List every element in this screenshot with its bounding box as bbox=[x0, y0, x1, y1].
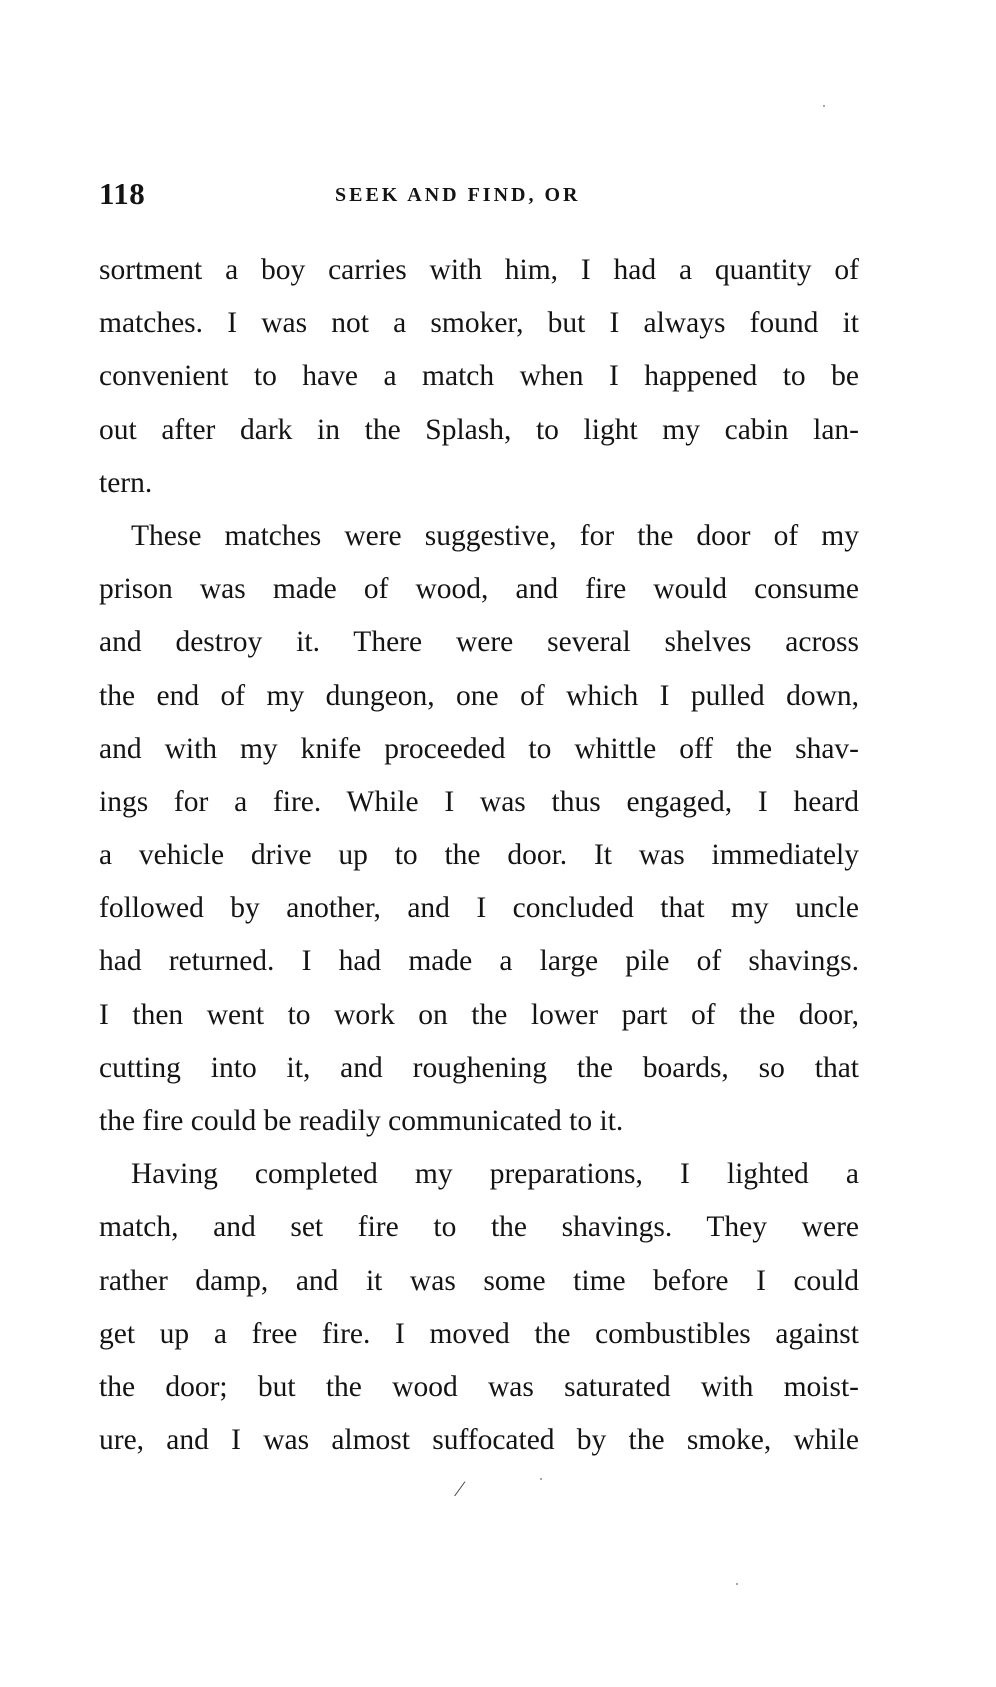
scan-speck bbox=[823, 105, 825, 107]
paragraph-start-line: Having completed my preparations, I lighted a bbox=[131, 1158, 859, 1191]
text-line: the door; but the wood was saturated with moist- bbox=[99, 1370, 859, 1403]
text-line: ings for a fire. While I was thus engaged, I heard bbox=[99, 785, 859, 818]
text-line: cutting into it, and roughening the boards, so that bbox=[99, 1051, 859, 1084]
running-head bbox=[99, 176, 859, 216]
page-number: 118 bbox=[99, 176, 146, 211]
footer-mark: ∕ bbox=[458, 1476, 462, 1501]
text-line: tern. bbox=[99, 466, 153, 499]
text-line: and with my knife proceeded to whittle off the shav- bbox=[99, 732, 859, 765]
scan-speck bbox=[540, 1478, 542, 1480]
text-line: and destroy it. There were several shelves across bbox=[99, 626, 859, 659]
text-line: ure, and I was almost suffocated by the smoke, while bbox=[99, 1424, 859, 1457]
paragraph-start-line: These matches were suggestive, for the door of my bbox=[131, 519, 859, 552]
text-line: I then went to work on the lower part of the door, bbox=[99, 998, 859, 1031]
running-title: SEEK AND FIND, OR bbox=[335, 184, 581, 206]
text-line: had returned. I had made a large pile of shavings. bbox=[99, 945, 859, 978]
text-line: a vehicle drive up to the door. It was immediately bbox=[99, 839, 859, 872]
text-line: rather damp, and it was some time before I could bbox=[99, 1264, 859, 1297]
text-line: convenient to have a match when I happened to be bbox=[99, 360, 859, 393]
text-line: matches. I was not a smoker, but I always found it bbox=[99, 307, 859, 340]
text-line: prison was made of wood, and fire would consume bbox=[99, 573, 859, 606]
text-line: out after dark in the Splash, to light my cabin lan- bbox=[99, 413, 859, 446]
text-line: get up a free fire. I moved the combustibles against bbox=[99, 1317, 859, 1350]
scan-speck bbox=[736, 1583, 738, 1585]
text-line: the fire could be readily communicated to it. bbox=[99, 1105, 624, 1137]
text-line: match, and set fire to the shavings. They were bbox=[99, 1211, 859, 1244]
text-line: the end of my dungeon, one of which I pulled down, bbox=[99, 679, 859, 712]
text-line: followed by another, and I concluded that my uncle bbox=[99, 892, 859, 925]
body-text bbox=[99, 244, 859, 1467]
text-line: sortment a boy carries with him, I had a quantity of bbox=[99, 254, 859, 286]
